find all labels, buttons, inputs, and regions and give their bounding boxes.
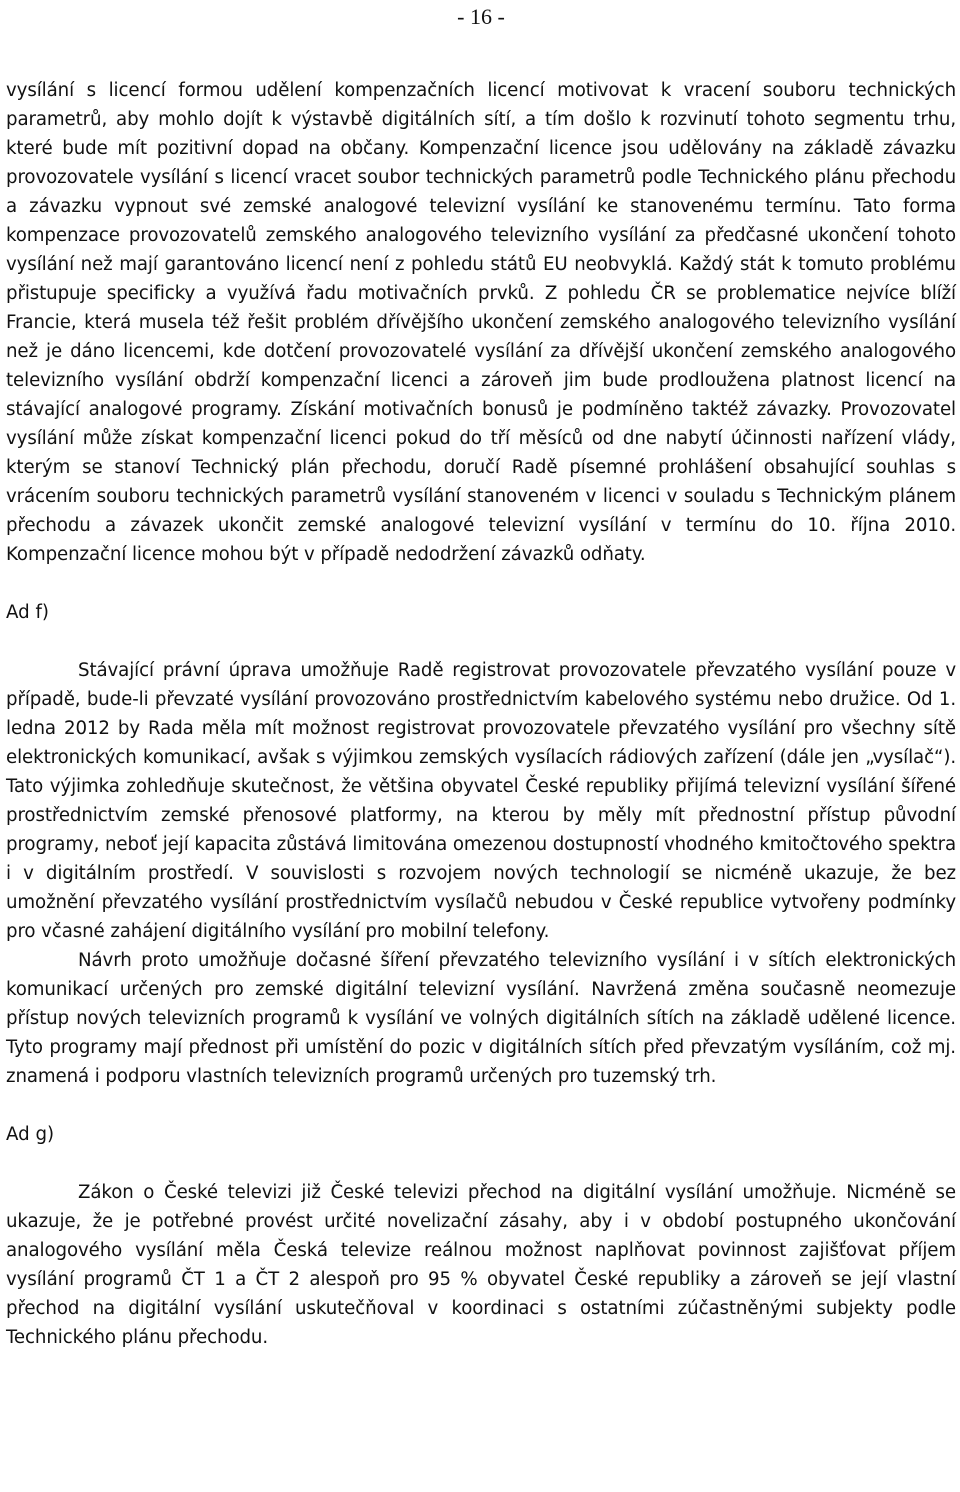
paragraph-retransmission-registration: Stávající právní úprava umožňuje Radě registrovat provozovatele převzatého vysílání pouze v případě, bude-li převzaté vysílání provozováno prostřednictvím kabelového systému nebo družice. Od 1. ledna 2012 by Rada měla mít možnost registrovat provozovatele převzatého vysílání pro všechny sítě elektronických komunikací, avšak s výjimkou zemských vysílacích rádiových zařízení (dále jen „vysílač“). Tato výjimka zohledňuje skutečnost, že většina obyvatel České republiky přijímá televizní vysílání šířené prostřednictvím zemské přenosové platformy, na kterou by měly mít přednostní přístup původní programy, neboť její kapacita zůstává limitována omezenou dostupností vhodného kmitočtového spektra i v digitálním prostředí. V souvislosti s rozvojem nových technologií se nicméně ukazuje, že bez umožnění převzatého vysílání prostřednictvím vysílačů nebudou v České republice vytvořeny podmínky pro včasné zahájení digitálního vysílání pro mobilní telefony. [6,660,956,942]
section-heading-ad-g: Ad g) [6,1124,55,1145]
document-page [6,0,956,1352]
paragraph-temporary-retransmission: Návrh proto umožňuje dočasné šíření převzatého televizního vysílání i v sítích elektronických komunikací určených pro zemské digitální televizní vysílání. Navržená změna současně neomezuje přístup nových televizních programů k vysílání ve volných digitálních sítích na základě udělené licence. Tyto programy mají přednost při umístění do pozic v digitálních sítích před převzatým vysíláním, což mj. znamená i podporu vlastních televizních programů určených pro tuzemský trh. [6,950,956,1087]
section-heading-ad-f: Ad f) [6,602,49,623]
paragraph-compensation-licences: vysílání s licencí formou udělení kompenzačních licencí motivovat k vracení souboru technických parametrů, aby mohlo dojít k výstavbě digitálních sítí, a tím došlo k rozvinutí tohoto segmentu trhu, které bude mít pozitivní dopad na občany. Kompenzační licence jsou udělovány na základě závazku provozovatele vysílání s licencí vracet soubor technických parametrů podle Technického plánu přechodu a závazku vypnout své zemské analogové televizní vysílání ke stanovenému termínu. Tato forma kompenzace provozovatelů zemského analogového televizního vysílání za předčasné ukončení tohoto vysílání než mají garantováno licencí není z pohledu států EU neobvyklá. Každý stát k tomuto problému přistupuje specificky a využívá řadu motivačních prvků. Z pohledu ČR se problematice nejvíce blíží Francie, která musela též řešit problém dřívějšího ukončení zemského analogového televizního vysílání než je dáno licencemi, kde dotčení provozovatelé vysílání za dřívější ukončení zemského analogového televizního vysílání obdrží kompenzační licenci a zároveň jim bude prodloužena platnost licencí na stávající analogové programy. Získání motivačních bonusů je podmíněno taktéž závazky. Provozovatel vysílání může získat kompenzační licenci pokud do tří měsíců od dne nabytí účinnosti nařízení vlády, kterým se stanoví Technický plán přechodu, doručí Radě písemné prohlášení obsahující souhlas s vrácením souboru technických parametrů vysílání stanoveném v licenci v souladu s Technickým plánem přechodu a závazek ukončit zemské analogové televizní vysílání v termínu do 10. října 2010. Kompenzační licence mohou být v případě nedodržení závazků odňaty. [6,80,956,565]
page-number: - 16 - [457,4,505,29]
paragraph-czech-television: Zákon o České televizi již České televizi přechod na digitální vysílání umožňuje. Nicméně se ukazuje, že je potřebné provést určité novelizační zásahy, aby i v období postupného ukončování analogového vysílání měla Česká televize reálnou možnost naplňovat povinnost zajišťovat příjem vysílání programů ČT 1 a ČT 2 alespoň pro 95 % obyvatel České republiky a zároveň se její vlastní přechod na digitální vysílání uskutečňoval v koordinaci s ostatními zúčastněnými subjekty podle Technického plánu přechodu. [6,1182,956,1348]
